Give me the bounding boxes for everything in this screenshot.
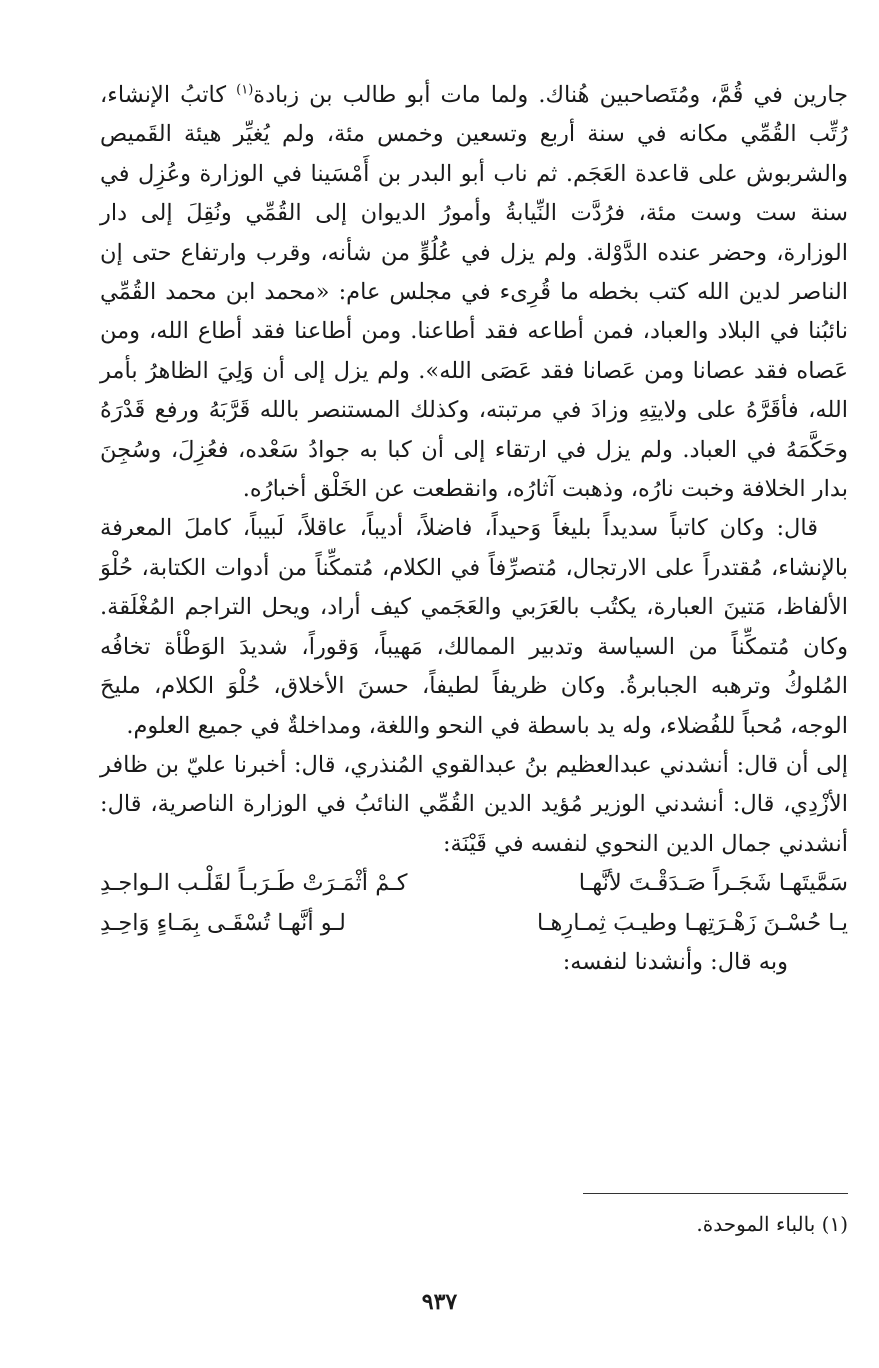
poem-first-hemistich: سَمَّيتَهـا شَجَـراً صَـدَقْـتَ لأنَّهـا [578, 870, 848, 897]
paragraph-verse-intro: وبه قال: وأنشدنا لنفسه: [562, 948, 788, 975]
paragraph-text: جارين في قُمَّ، ومُتَصاحبين هُناك. ولما مات أبو طالب بن زبادة [253, 82, 848, 108]
footnote [148, 1209, 848, 1239]
main-text [100, 76, 848, 982]
poem-second-hemistich: لـو أنَّهـا تُسْقَـى بِمَـاءٍ وَاحِـدِ [100, 909, 346, 936]
footnote-divider [583, 1193, 848, 1194]
poem-second-hemistich: كـمْ أثْمَـرَتْ طَـرَبـاً لقَلْـب الـواجـدِ [100, 870, 408, 897]
footnote-marker: (١) [821, 1212, 848, 1236]
poem-first-hemistich: يـا حُسْـنَ زَهْـرَتِهـا وطيـبَ ثِمـارِهـا [537, 909, 848, 936]
poem [100, 864, 848, 943]
poem-verse [100, 904, 848, 943]
footnote-reference: (١) [236, 82, 254, 98]
paragraph-isnad: إلى أن قال: أنشدني عبدالعظيم بنُ عبدالقوي المُنذري، قال: أخبرنا عليّ بن ظافر الأزْدِي، قال: أنشدني الوزير مُؤيد الدين القُمِّي النائبُ في الوزارة الناصرية، قال: أنشدني جمال الدين النحوي لنفسه في قَيْنَة: [100, 751, 848, 857]
page-number: ٩٣٧ [421, 1289, 458, 1315]
footnote-text: بالباء الموحدة. [696, 1212, 816, 1236]
paragraph-description: قال: وكان كاتباً سديداً بليغاً وَحيداً، فاضلاً، أديباً، عاقلاً، لَبيباً، كاملَ المعرفة بالإنشاء، مُقتدراً على الارتجال، مُتصرِّفاً في الكلام، مُتمكِّناً من أدوات الكتابة، حُلْوَ الألفاظ، مَتينَ العبارة، يكتُب بالعَرَبي والعَجَمي كيف أراد، ويحل التراجم المُغْلَقة. وكان مُتمكِّناً من السياسة وتدبير الممالك، مَهيباً، وَقوراً، شديدَ الوَطْأة تخافُه المُلوكُ وترهبه الجبابرةُ. وكان ظريفاً لطيفاً، حسنَ الأخلاق، حُلْوَ الكلام، مليحَ الوجه، مُحباً للفُضلاء، وله يد باسطة في النحو واللغة، ومداخلةٌ في جميع العلوم. [100, 515, 848, 739]
paragraph-biography [100, 76, 848, 509]
paragraph-text: كاتبُ الإنشاء، رُتِّب القُمِّي مكانه في سنة أربع وتسعين وخمس مئة، ولم يُغيِّر هيئة القَميص والشربوش على قاعدة العَجَم. ثم ناب أبو البدر بن أَمْسَينا في الوزارة وعُزِل في سنة ست وست مئة، فرُدَّت النِّيابةُ وأمورُ الديوان إلى القُمِّي ونُقِلَ إلى دار الوزارة، وحضر عنده الدَّوْلة. ولم يزل في عُلُوٍّ من شأنه، وقرب وارتفاع حتى إن الناصر لدين الله كتب بخطه ما قُرِىء في مجلس عام: «محمد ابن محمد القُمِّي نائبُنا في البلاد والعباد، فمن أطاعه فقد أطاعنا. ومن أطاعنا فقد أطاع الله، ومن عَصاه فقد عصانا ومن عَصانا فقد عَصَى الله». ولم يزل إلى أن وَلِيَ الظاهرُ بأمر الله، فأقَرَّهُ على ولايتِهِ وزادَ في مرتبته، وكذلك المستنصر بالله قَرَّبَهُ ورفع قَدْرَهُ وحَكَّمَهُ في العباد. ولم يزل في ارتقاء إلى أن كبا به جوادُ سَعْده، فعُزِلَ، وسُجِنَ بدار الخلافة وخبت نارُه، وذهبت آثارُه، وانقطعت عن الخَلْق أخبارُه. [100, 82, 848, 503]
poem-verse [100, 864, 848, 903]
